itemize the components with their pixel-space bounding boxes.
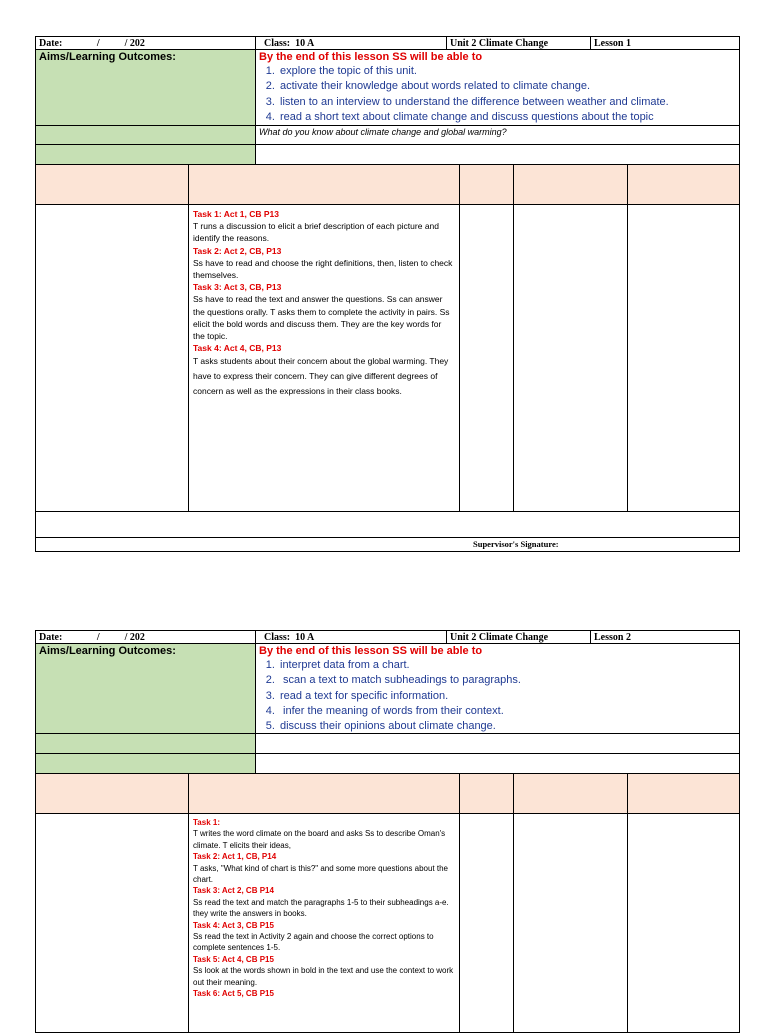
- outcomes-list: [256, 658, 739, 734]
- aims-label: Aims/Learning Outcomes:: [39, 51, 176, 63]
- signature-row: [35, 537, 740, 552]
- class-label: Class: 10 A: [264, 632, 315, 643]
- column-header: [35, 773, 189, 814]
- column-header: [627, 773, 740, 814]
- procedure-cell: [188, 813, 460, 1033]
- task-text: Ss read the text and match the paragraphs 1-5 to their subheadings a-e. they write the answers in books.: [193, 897, 449, 919]
- lesson-plan-1: [35, 36, 740, 553]
- task-text: T runs a discussion to elicit a brief description of each picture and identify the reasons.: [193, 221, 440, 244]
- task-title: Task 4: Act 3, CB P15: [193, 920, 274, 930]
- aims-label: Aims/Learning Outcomes:: [39, 645, 176, 657]
- unit-cell: [446, 630, 591, 644]
- blank-green-cell: [35, 144, 256, 165]
- blank-green-cell: [35, 753, 256, 774]
- unit-cell: [446, 36, 591, 50]
- outcome-item: 5. discuss their opinions about climate change.: [278, 719, 739, 734]
- outcome-item: 2. scan a text to match subheadings to paragraphs.: [278, 673, 739, 688]
- reflection-cell: [35, 511, 740, 538]
- body-cell: [35, 813, 189, 1033]
- column-header: [513, 164, 628, 205]
- body-cell: [459, 813, 514, 1033]
- task-title: Task 3: Act 2, CB P14: [193, 886, 274, 896]
- outcome-item: 4. infer the meaning of words from their context.: [278, 704, 739, 719]
- task-title: Task 3: Act 3, CB, P13: [193, 282, 282, 293]
- class-cell: [255, 36, 447, 50]
- warmup-question: What do you know about climate change and global warming?: [255, 125, 740, 145]
- class-cell: [255, 630, 447, 644]
- body-cell: [35, 204, 189, 512]
- date-value: / / 202: [96, 632, 145, 643]
- column-header: [459, 773, 514, 814]
- task-text: T asks, "What kind of chart is this?" and some more questions about the chart.: [193, 863, 448, 885]
- task-text: Ss have to read and choose the right definitions, then, listen to check themselves.: [193, 257, 453, 281]
- lesson-cell: [590, 630, 740, 644]
- body-cell: [459, 204, 514, 512]
- task-text: T writes the word climate on the board and asks Ss to describe Oman's climate. T elicits their ideas,: [193, 829, 446, 850]
- supervisor-signature: Supervisor's Signature:: [473, 539, 559, 549]
- blank-green-cell: [35, 125, 256, 145]
- body-cell: [627, 204, 740, 512]
- column-header: [188, 773, 460, 814]
- lesson-number: Lesson 2: [594, 632, 631, 643]
- outcome-item: 4. read a short text about climate change and discuss questions about the topic: [278, 110, 739, 125]
- outcomes-list: [256, 64, 739, 125]
- header-row: [35, 36, 740, 50]
- lesson-number: Lesson 1: [594, 38, 631, 49]
- task-title: Task 6: Act 5, CB P15: [193, 989, 274, 999]
- task-text: Ss have to read the text and answer the questions. Ss can answer the questions orally. T asks them to complete the activity in pairs. Ss elicit the bold words and discuss them. They are the key words for the topic.: [193, 294, 450, 342]
- lesson-cell: [590, 36, 740, 50]
- task-title: Task 1:: [193, 818, 220, 827]
- unit-title: Unit 2 Climate Change: [450, 632, 549, 643]
- date-label: Date:: [39, 38, 63, 49]
- task-title: Task 4: Act 4, CB, P13: [193, 343, 282, 354]
- task-text: Ss look at the words shown in bold in the text and use the context to work out their meaning.: [193, 966, 454, 987]
- outcomes-cell: [255, 643, 740, 734]
- column-header: [627, 164, 740, 205]
- blank-cell: [255, 753, 740, 774]
- unit-title: Unit 2 Climate Change: [450, 38, 549, 49]
- task-text: T asks students about their concern about the global warming. They have to express their concern. They can give different degrees of concern as well as the expressions in their class books.: [193, 356, 449, 397]
- outcomes-intro: By the end of this lesson SS will be able to: [259, 51, 483, 63]
- aims-label-cell: [35, 643, 256, 734]
- column-header: [35, 164, 189, 205]
- body-cell: [513, 204, 628, 512]
- date-cell: [35, 630, 256, 644]
- class-label: Class: 10 A: [264, 38, 315, 49]
- column-header: [513, 773, 628, 814]
- task-title: Task 5: Act 4, CB P15: [193, 954, 274, 964]
- outcome-item: 3. listen to an interview to understand the difference between weather and climate.: [278, 95, 739, 110]
- outcome-item: 2. activate their knowledge about words related to climate change.: [278, 79, 739, 94]
- blank-green-cell: [35, 733, 256, 754]
- outcome-item: 1. explore the topic of this unit.: [278, 64, 739, 79]
- aims-label-cell: [35, 49, 256, 126]
- column-header: [459, 164, 514, 205]
- date-cell: [35, 36, 256, 50]
- date-label: Date:: [39, 632, 63, 643]
- outcome-item: 3. read a text for specific information.: [278, 689, 739, 704]
- task-title: Task 1: Act 1, CB P13: [193, 209, 279, 219]
- procedure-cell: [188, 204, 460, 512]
- warmup-question: [255, 733, 740, 754]
- outcome-item: 1. interpret data from a chart.: [278, 658, 739, 673]
- lesson-plan-2: [35, 630, 740, 1024]
- body-cell: [627, 813, 740, 1033]
- header-row: [35, 630, 740, 644]
- body-cell: [513, 813, 628, 1033]
- task-title: Task 2: Act 2, CB, P13: [193, 245, 282, 256]
- task-title: Task 2: Act 1, CB, P14: [193, 852, 277, 862]
- task-text: Ss read the text in Activity 2 again and choose the correct options to complete sentences 1-5.: [193, 932, 434, 953]
- outcomes-cell: [255, 49, 740, 126]
- blank-cell: [255, 144, 740, 165]
- column-header: [188, 164, 460, 205]
- outcomes-intro: By the end of this lesson SS will be able to: [259, 645, 483, 657]
- date-value: / / 202: [96, 38, 145, 49]
